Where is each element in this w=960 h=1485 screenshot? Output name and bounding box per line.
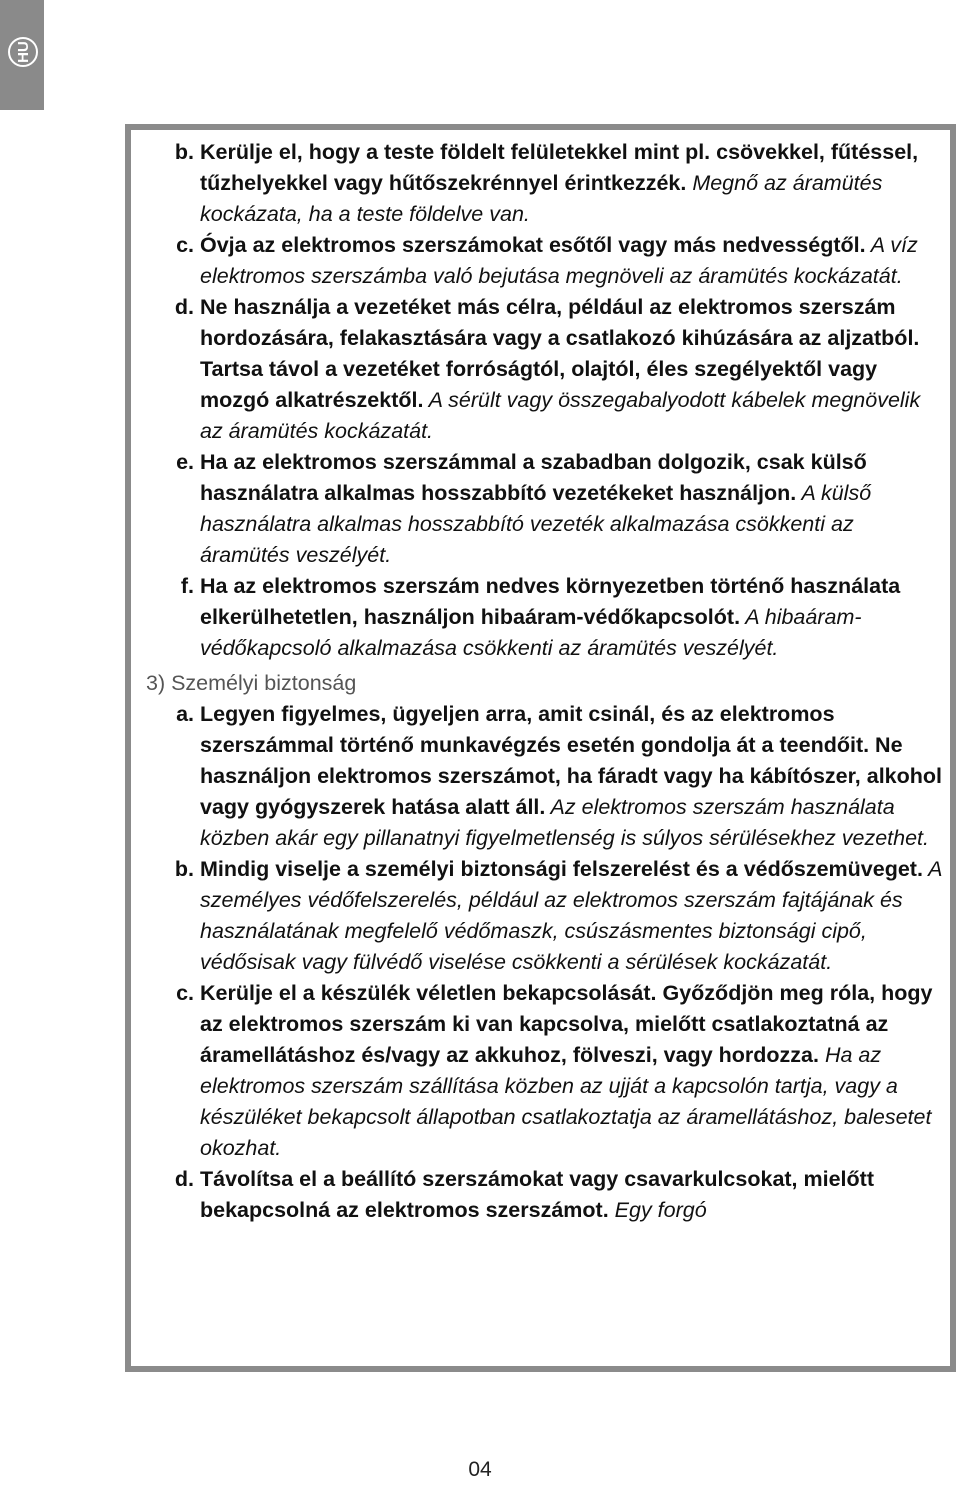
language-badge: HU <box>8 37 38 67</box>
list-item <box>146 447 946 571</box>
section-heading: 3) Személyi biztonság <box>146 671 357 695</box>
item-bold-text: Ne használja a vezetéket más célra, például az elektromos szerszám hordozására, felakasztására vagy a csatlakozó kihúzására az aljzatból. Tartsa távol a vezetéket forróságtól, olajtól, éles szegélyektől vagy mozgó alkatrészektől. <box>200 295 920 412</box>
item-label: f. <box>180 574 194 598</box>
item-italic-text: A személyes védőfelszerelés, például az elektromos szerszám fajtájának és használatának megfelelő védőmaszk, csúszásmentes biztonsági cipő, védősisak vagy fülvédő viselése csökkenti a sérülések kockázatát. <box>200 857 942 974</box>
list-item <box>146 699 946 854</box>
item-italic-text: A hibaáram-védőkapcsoló alkalmazása csökkenti az áramütés veszélyét. <box>200 605 862 660</box>
item-bold-text: Kerülje el a készülék véletlen bekapcsolását. Győződjön meg róla, hogy az elektromos szerszám ki van kapcsolva, mielőtt csatlakoztatná az áramellátáshoz és/vagy az akkuhoz, fölveszi, vagy hordozza. <box>200 981 933 1067</box>
item-italic-text: A sérült vagy összegabalyodott kábelek megnövelik az áramütés kockázatát. <box>200 388 921 443</box>
item-label: a. <box>176 702 194 726</box>
item-label: b. <box>174 857 194 881</box>
item-italic-text: A víz elektromos szerszámba való bejutása megnöveli az áramütés kockázatát. <box>200 233 918 288</box>
list-item <box>146 230 946 292</box>
item-label: c. <box>176 981 194 1005</box>
list-item <box>146 292 946 447</box>
item-bold-text: Legyen figyelmes, ügyeljen arra, amit csinál, és az elektromos szerszámmal történő munkavégzés esetén gondolja át a teendőit. Ne használjon elektromos szerszámot, ha fáradt vagy ha kábítószer, alkohol vagy gyógyszerek hatása alatt áll. <box>200 702 942 819</box>
item-bold-text: Kerülje el, hogy a teste földelt felületekkel mint pl. csövekkel, fűtéssel, tűzhelyekkel vagy hűtőszekrénnyel érintkezzék. <box>200 140 919 195</box>
item-label: d. <box>174 295 194 319</box>
list-item <box>146 854 946 978</box>
list-item <box>146 137 946 230</box>
item-bold-text: Ha az elektromos szerszám nedves környezetben történő használata elkerülhetetlen, használjon hibaáram-védőkapcsolót. <box>200 574 901 629</box>
item-italic-text: Az elektromos szerszám használata közben akár egy pillanatnyi figyelmetlenség is súlyos sérülésekhez vezethet. <box>200 795 930 850</box>
list-item <box>146 978 946 1164</box>
item-bold-text: Mindig viselje a személyi biztonsági felszerelést és a védőszemüveget. <box>200 857 923 881</box>
item-bold-text: Ha az elektromos szerszámmal a szabadban dolgozik, csak külső használatra alkalmas hosszabbító vezetékeket használjon. <box>200 450 867 505</box>
item-italic-text: Egy forgó <box>608 1198 707 1222</box>
item-label: b. <box>174 140 194 164</box>
item-italic-text: A külső használatra alkalmas hosszabbító vezeték alkalmazása csökkenti az áramütés veszélyét. <box>200 481 872 567</box>
list-item <box>146 1164 946 1226</box>
item-label: c. <box>176 233 194 257</box>
item-bold-text: Távolítsa el a beállító szerszámokat vagy csavarkulcsokat, mielőtt bekapcsolná az elektromos szerszámot. <box>200 1167 874 1222</box>
item-label: d. <box>174 1167 194 1191</box>
item-label: e. <box>176 450 194 474</box>
page-number: 04 <box>468 1458 492 1481</box>
item-italic-text: Megnő az áramütés kockázata, ha a teste földelve van. <box>200 171 883 226</box>
list-item <box>146 571 946 664</box>
safety-instructions <box>146 137 946 1226</box>
language-tab <box>0 0 44 110</box>
item-bold-text: Óvja az elektromos szerszámokat esőtől vagy más nedvességtől. <box>200 233 866 257</box>
item-italic-text: Ha az elektromos szerszám szállítása közben az ujját a kapcsolón tartja, vagy a készüléket bekapcsolt állapotban csatlakoztatja az áramellátáshoz, balesetet okozhat. <box>200 1043 932 1160</box>
